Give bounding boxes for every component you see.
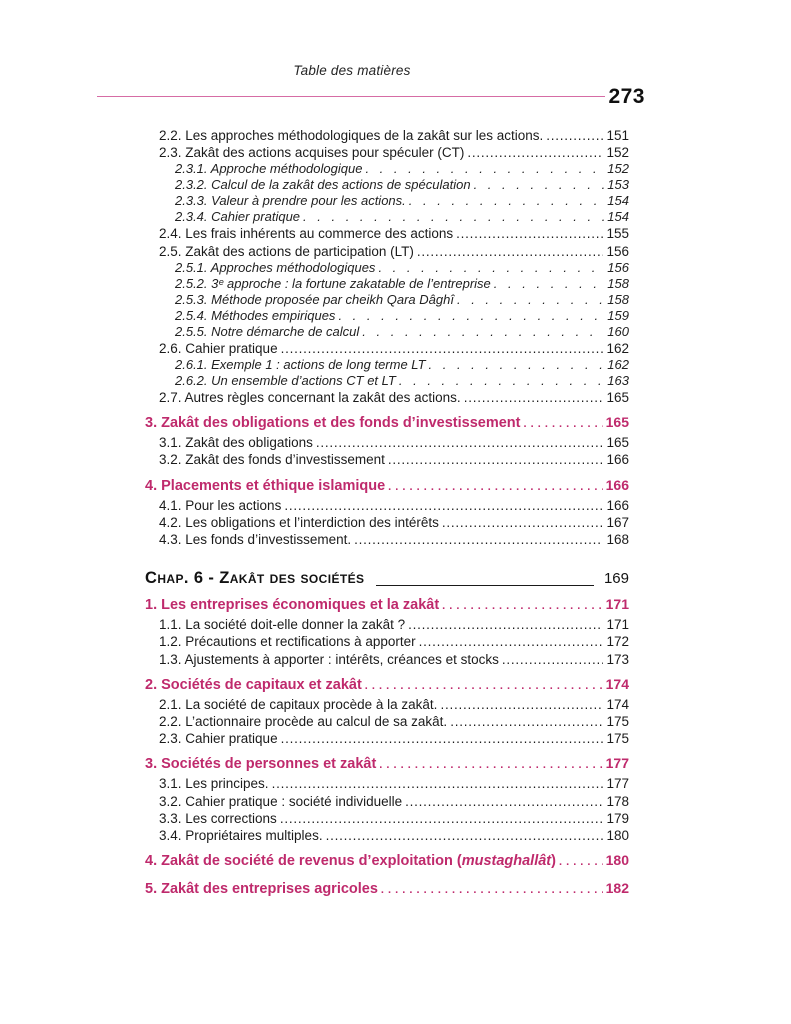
toc-entry-page: 174: [606, 696, 629, 712]
toc-section-heading: [145, 675, 629, 696]
toc-entry-page: 182: [605, 880, 629, 897]
toc-entry: [145, 451, 629, 468]
toc-entry-label: 1.3. Ajustements à apporter : intérêts, créances et stocks: [159, 651, 499, 667]
toc-entry-label: 1.2. Précautions et rectifications à apporter: [159, 634, 416, 650]
toc-entry-label: 2.5.4. Méthodes empiriques: [175, 307, 336, 323]
toc-section-heading: [145, 595, 629, 616]
dot-leader: [494, 276, 605, 292]
toc-entry-page: 174: [605, 675, 629, 692]
toc-entry-page: 154: [607, 193, 629, 209]
dot-leader: [303, 209, 604, 225]
toc-entry-label: 3.4. Propriétaires multiples.: [159, 828, 323, 844]
dot-leader: [464, 389, 604, 406]
toc-entry: [145, 730, 629, 747]
toc-entry-label: 2.5.3. Méthode proposée par cheikh Qara Dâghî: [175, 291, 454, 307]
toc-entry: [145, 633, 629, 650]
toc-entry: [145, 497, 629, 514]
toc-section-heading: [145, 476, 629, 497]
toc-entry-label: 2.6. Cahier pratique: [159, 340, 278, 356]
toc-entry: [145, 389, 629, 406]
toc-entry-label: 3.2. Cahier pratique : société individuelle: [159, 793, 403, 809]
toc-entry-label: 2.4. Les frais inhérents au commerce des actions: [159, 226, 454, 242]
toc-entry-page: 171: [605, 596, 629, 613]
toc-entry-page: 165: [606, 390, 629, 406]
running-head: [97, 62, 645, 80]
dot-leader: [381, 881, 603, 900]
toc-entry-label: 2.3.1. Approche méthodologique: [175, 161, 363, 177]
toc-entry: [145, 434, 629, 451]
dot-leader: [502, 651, 604, 668]
toc-entry-page: 159: [607, 307, 629, 323]
header-rule: [97, 96, 605, 97]
toc-entry-label: 2.3. Zakât des actions acquises pour spéculer (CT): [159, 145, 465, 161]
dot-leader: [280, 810, 604, 827]
toc-entry-label: 2.3.3. Valeur à prendre pour les actions.: [175, 193, 406, 209]
toc-entry-label: 4.2. Les obligations et l’interdiction des intérêts: [159, 514, 439, 530]
running-head-title: Table des matières: [293, 63, 411, 78]
toc-entry-label: 2. Sociétés de capitaux et zakât: [145, 676, 362, 693]
toc-entry: [145, 775, 629, 792]
toc-entry-page: 168: [606, 532, 629, 548]
dot-leader: [326, 827, 604, 844]
toc-entry: [145, 514, 629, 531]
toc-entry: [145, 373, 629, 389]
toc-entry-label: 2.5. Zakât des actions de participation (LT): [159, 243, 414, 259]
toc-entry-page: 166: [605, 476, 629, 493]
dot-leader: [399, 373, 604, 389]
toc-entry-label: 3.2. Zakât des fonds d’investissement: [159, 452, 385, 468]
dot-leader: [457, 292, 604, 308]
toc-entry: [145, 209, 629, 225]
toc-entry-label: Chap. 6 - Zakât des sociétés: [145, 569, 365, 588]
toc-entry-page: 180: [605, 852, 629, 869]
dot-leader: [559, 853, 603, 872]
dot-leader: [388, 478, 602, 497]
chapter-heading: [145, 569, 629, 588]
dot-leader: [450, 713, 603, 730]
dot-leader: [474, 177, 605, 193]
dot-leader: [442, 597, 602, 616]
toc-entry: [145, 696, 629, 713]
page-header: [97, 62, 645, 107]
dot-leader: [419, 633, 604, 650]
toc-entry: [145, 161, 629, 177]
toc-entry-label: 2.5.1. Approches méthodologiques: [175, 259, 376, 275]
dot-leader: [440, 696, 603, 713]
dot-leader: [362, 324, 604, 340]
dot-leader: [388, 451, 604, 468]
toc-entry-page: 171: [606, 617, 629, 633]
dot-leader: [365, 161, 604, 177]
dot-leader: [379, 756, 602, 775]
toc-entry-label: 2.5.5. Notre démarche de calcul: [175, 323, 360, 339]
toc-entry: [145, 193, 629, 209]
toc-entry-label: 4. Placements et éthique islamique: [145, 477, 386, 494]
toc-entry-label: 5. Zakât des entreprises agricoles: [145, 881, 378, 898]
toc-entry-page: 172: [606, 634, 629, 650]
toc-entry: [145, 531, 629, 548]
dot-leader: [409, 193, 605, 209]
toc-entry: [145, 144, 629, 161]
toc-entry-label: 1.1. La société doit-elle donner la zakât ?: [159, 617, 406, 633]
toc-entry-page: 166: [606, 497, 629, 513]
dot-leader: [284, 497, 603, 514]
dot-leader: [365, 677, 603, 696]
toc-entry-page: 178: [606, 793, 629, 809]
toc-entry: [145, 357, 629, 373]
toc-section-heading: [145, 879, 629, 900]
toc-entry: [145, 225, 629, 242]
toc-entry-page: 180: [606, 828, 629, 844]
toc-entry-page: 160: [607, 323, 629, 339]
toc-entry-page: 165: [605, 414, 629, 431]
dot-leader: [338, 308, 604, 324]
toc-entry-page: 156: [606, 243, 629, 259]
toc-entry: [145, 713, 629, 730]
toc-entry-page: 151: [606, 128, 629, 143]
toc-entry: [145, 243, 629, 260]
toc-entry-page: 152: [607, 161, 629, 177]
dot-leader: [316, 434, 604, 451]
dot-leader: [442, 514, 604, 531]
dot-leader: [456, 225, 603, 242]
toc-entry-label: 2.2. Les approches méthodologiques de la zakât sur les actions.: [159, 128, 544, 143]
toc-entry-page: 163: [607, 373, 629, 389]
toc-entry-label: 4. Zakât de société de revenus d’exploitation (: [145, 853, 462, 870]
toc-entry-label: 2.5.2. 3ᵉ approche : la fortune zakatable de l’entreprise: [175, 275, 491, 291]
dot-leader: [417, 243, 604, 260]
toc-entry-label: 2.6.1. Exemple 1 : actions de long terme LT: [175, 357, 426, 373]
toc-entry-label: 3.1. Zakât des obligations: [159, 435, 313, 451]
dot-leader: [281, 730, 604, 747]
toc-entry-label: 1. Les entreprises économiques et la zakât: [145, 597, 440, 614]
toc-entry-label: 3.1. Les principes.: [159, 776, 269, 792]
toc-entry-page: 177: [605, 755, 629, 772]
toc-entry-page: 162: [607, 357, 629, 373]
toc-entry-label-italic: mustaghallât: [461, 853, 552, 870]
toc-entry-label: 4.1. Pour les actions: [159, 497, 282, 513]
toc-entry-label: 2.3.2. Calcul de la zakât des actions de spéculation: [175, 177, 471, 193]
toc-entry: [145, 127, 629, 144]
toc-section-heading: [145, 754, 629, 775]
toc-entry-label: 3.3. Les corrections: [159, 810, 277, 826]
toc-entry-page: 175: [606, 714, 629, 730]
toc-entry: [145, 616, 629, 633]
toc-entry: [145, 276, 629, 292]
dot-leader: [378, 260, 604, 276]
toc-section-heading: [145, 413, 629, 434]
dot-leader: [281, 340, 604, 357]
toc-entry-page: 173: [606, 651, 629, 667]
toc-entry-page: 177: [606, 776, 629, 792]
toc-entry-page: 165: [606, 435, 629, 451]
table-of-contents: [145, 127, 629, 900]
toc-entry-page: 158: [607, 275, 629, 291]
toc-entry-page: 153: [607, 177, 629, 193]
toc-entry: [145, 810, 629, 827]
toc-entry-page: 154: [607, 209, 629, 225]
toc-entry-page: 156: [607, 259, 629, 275]
toc-entry: [145, 260, 629, 276]
toc-entry-page: 167: [606, 514, 629, 530]
toc-entry-label: 2.2. L’actionnaire procède au calcul de sa zakât.: [159, 714, 448, 730]
dot-leader: [546, 127, 603, 144]
chapter-rule-line: [376, 585, 594, 586]
toc-entry-label: 2.3.4. Cahier pratique: [175, 209, 301, 225]
toc-entry: [145, 292, 629, 308]
toc-entry: [145, 340, 629, 357]
toc-entry-page: 152: [606, 145, 629, 161]
dot-leader: [272, 775, 604, 792]
toc-section-heading: [145, 851, 629, 872]
toc-entry: [145, 793, 629, 810]
toc-entry-label: 3. Zakât des obligations et des fonds d’investissement: [145, 415, 521, 432]
toc-entry-label: 2.1. La société de capitaux procède à la zakât.: [159, 696, 438, 712]
toc-entry: [145, 308, 629, 324]
toc-entry-page: 158: [607, 291, 629, 307]
toc-entry-label: 4.3. Les fonds d’investissement.: [159, 532, 352, 548]
dot-leader: [467, 144, 603, 161]
toc-entry-page: 175: [606, 731, 629, 747]
toc-entry-label-end: ): [551, 853, 556, 870]
dot-leader: [408, 616, 603, 633]
toc-entry-page: 155: [606, 226, 629, 242]
page-number: 273: [608, 85, 645, 108]
toc-entry: [145, 827, 629, 844]
toc-entry: [145, 324, 629, 340]
toc-entry-page: 179: [606, 810, 629, 826]
toc-entry-page: 162: [606, 340, 629, 356]
toc-entry-page: 166: [606, 452, 629, 468]
header-rule-row: [97, 86, 645, 107]
toc-entry: [145, 177, 629, 193]
toc-entry-label: 3. Sociétés de personnes et zakât: [145, 756, 377, 773]
toc-entry-label: 2.7. Autres règles concernant la zakât des actions.: [159, 390, 461, 406]
toc-entry-label: 2.3. Cahier pratique: [159, 731, 278, 747]
dot-leader: [524, 415, 603, 434]
toc-entry-page: 169: [603, 570, 629, 588]
dot-leader: [405, 793, 603, 810]
toc-entry-label: 2.6.2. Un ensemble d’actions CT et LT: [175, 373, 396, 389]
dot-leader: [354, 531, 603, 548]
toc-entry: [145, 651, 629, 668]
dot-leader: [429, 357, 605, 373]
